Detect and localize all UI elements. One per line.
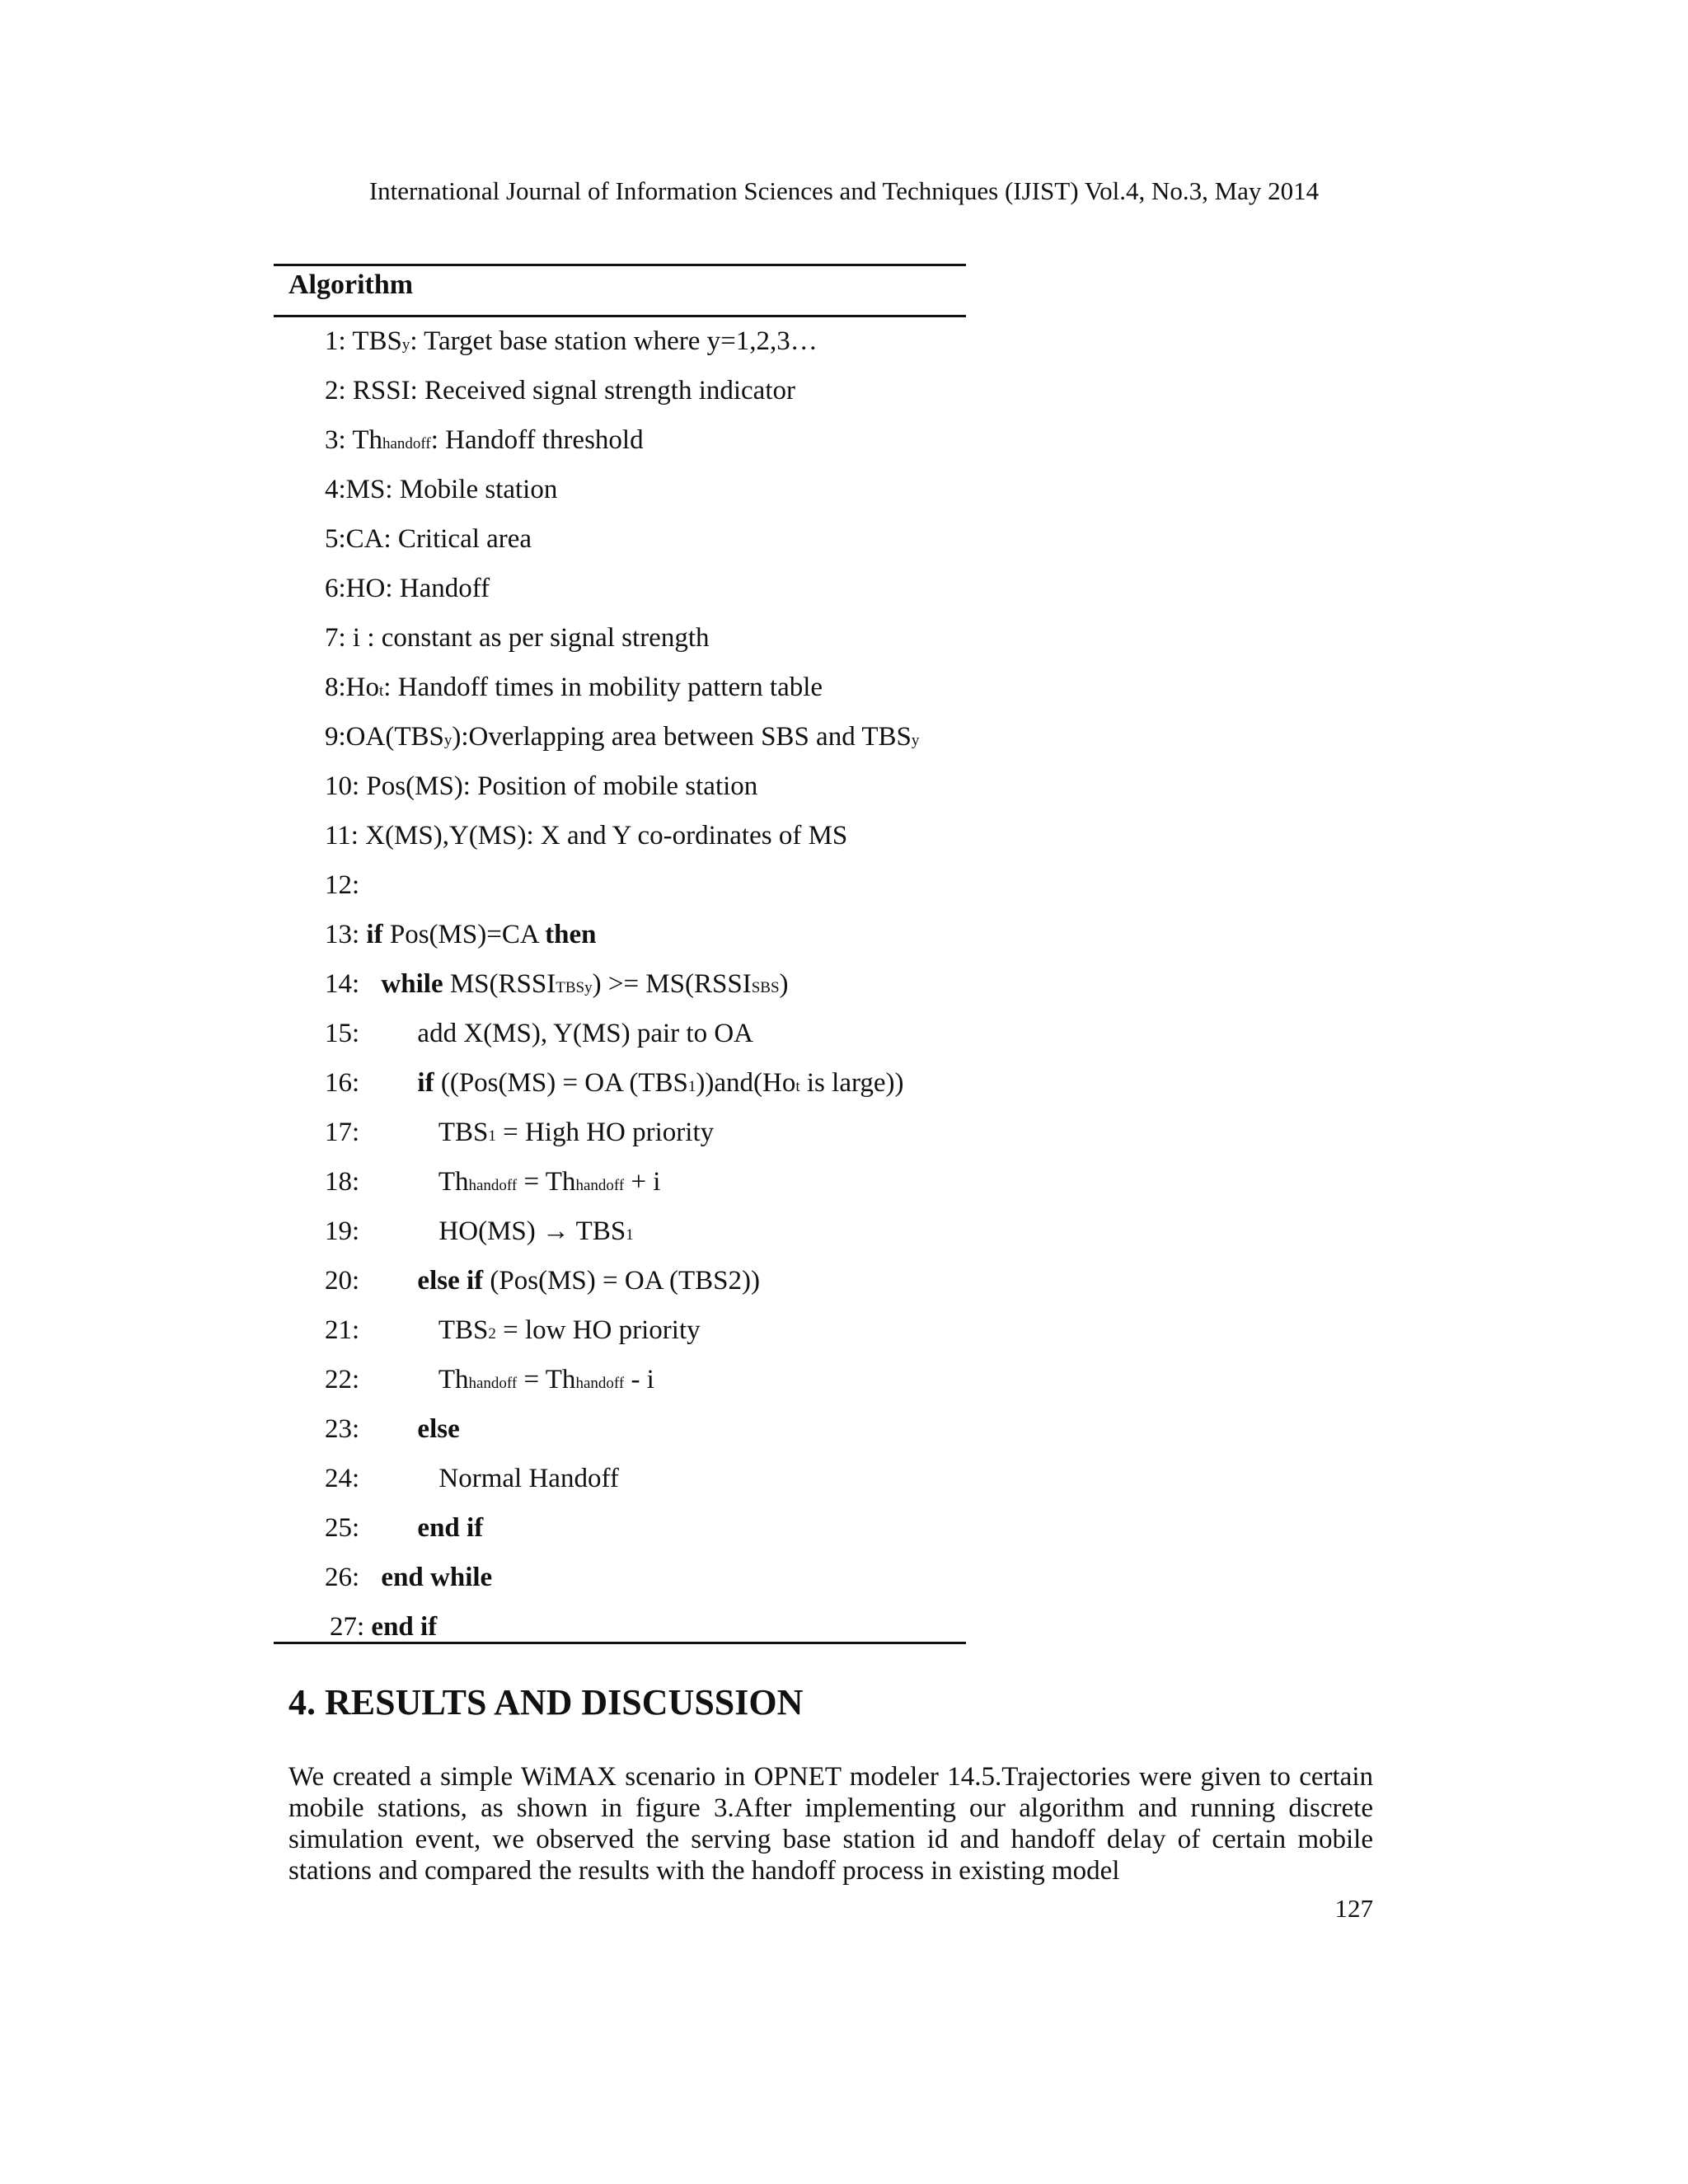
algorithm-line-6 [325, 564, 968, 613]
line-18-sub2: handoff [575, 1177, 625, 1194]
algorithm-line-24 [325, 1454, 968, 1503]
line-16-mid: ((Pos(MS) = OA (TBS [440, 1068, 688, 1098]
algorithm-line-7 [325, 613, 968, 663]
line-23-num: 23: [325, 1414, 360, 1444]
line-3-rest: : Handoff threshold [430, 425, 644, 455]
line-23-keyword-else: else [417, 1414, 460, 1444]
algorithm-line-9 [325, 712, 968, 762]
line-14-sub: TBSy [556, 979, 593, 996]
algorithm-line-1 [325, 316, 968, 366]
line-9-text: 9:OA(TBS [325, 722, 444, 752]
line-17-sub: 1 [488, 1127, 496, 1145]
section-heading: 4. RESULTS AND DISCUSSION [288, 1682, 804, 1722]
line-5-text: 5:CA: Critical area [325, 524, 532, 554]
line-22-end: - i [624, 1365, 654, 1394]
line-19-mid2: TBS [570, 1216, 626, 1246]
line-20-num: 20: [325, 1266, 360, 1296]
line-1-rest: : Target base station where y=1,2,3… [410, 326, 818, 356]
line-18-end: + i [624, 1167, 661, 1197]
algorithm-line-27 [325, 1602, 968, 1652]
algorithm-top-rule [274, 264, 966, 266]
line-16-mid2: ))and(Ho [696, 1068, 796, 1098]
algorithm-line-10 [325, 762, 968, 811]
algorithm-body [325, 316, 968, 1652]
line-3-sub: handoff [382, 435, 431, 452]
line-22-sub: handoff [468, 1375, 518, 1392]
algorithm-line-25 [325, 1503, 968, 1553]
line-13-num: 13: [325, 920, 360, 949]
algorithm-line-20 [325, 1256, 968, 1305]
algorithm-line-2 [325, 366, 968, 415]
line-22-mid: Th [438, 1365, 469, 1394]
algorithm-line-16 [325, 1058, 968, 1108]
algorithm-line-18 [325, 1157, 968, 1207]
algorithm-line-17 [325, 1108, 968, 1157]
algorithm-line-22 [325, 1355, 968, 1404]
algorithm-line-4 [325, 465, 968, 514]
line-16-sub2: t [795, 1078, 800, 1095]
line-18-sub: handoff [468, 1177, 518, 1194]
line-18-num: 18: [325, 1167, 360, 1197]
algorithm-bottom-rule [274, 1642, 966, 1644]
line-13-keyword-if: if [366, 920, 383, 949]
algorithm-line-12 [325, 860, 968, 910]
line-9-mid: ):Overlapping area between SBS and TBS [452, 722, 912, 752]
algorithm-line-5 [325, 514, 968, 564]
line-14-keyword-while: while [381, 969, 443, 999]
line-3-text: 3: Th [325, 425, 382, 455]
line-14-mid2: ) >= MS(RSSI [592, 969, 752, 999]
algorithm-line-13 [325, 910, 968, 959]
page-number: 127 [1334, 1894, 1373, 1923]
line-13-condition: Pos(MS)=CA [389, 920, 538, 949]
line-21-sub: 2 [488, 1325, 496, 1343]
line-13-keyword-then: then [545, 920, 597, 949]
line-20-mid: (Pos(MS) = OA (TBS2)) [490, 1266, 760, 1296]
section-paragraph: We created a simple WiMAX scenario in OPNET modeler 14.5.Trajectories were given to certain mobile stations, as shown in figure 3.After implementing our algorithm and running discrete simulation event, we observed the serving base station id and handoff delay of certain mobile stations and compared the results with the handoff process in existing model [288, 1762, 1373, 1886]
line-15-text: add X(MS), Y(MS) pair to OA [417, 1019, 753, 1048]
line-24-num: 24: [325, 1464, 360, 1493]
line-14-sub2: SBS [751, 979, 780, 996]
line-16-sub: 1 [687, 1078, 696, 1095]
line-26-keyword-end-while: end while [381, 1563, 493, 1592]
line-9-sub2: y [911, 732, 920, 749]
line-14-end: ) [779, 969, 789, 999]
line-14-num: 14: [325, 969, 360, 999]
line-16-keyword-if: if [417, 1068, 434, 1098]
algorithm-title: Algorithm [288, 269, 414, 300]
line-22-num: 22: [325, 1365, 360, 1394]
line-16-end: is large)) [799, 1068, 904, 1098]
line-25-keyword-end-if: end if [417, 1513, 484, 1543]
algorithm-line-8 [325, 663, 968, 712]
line-22-mid2: = Th [517, 1365, 576, 1394]
line-25-num: 25: [325, 1513, 360, 1543]
line-19-mid: HO(MS) [438, 1216, 543, 1246]
line-17-num: 17: [325, 1118, 360, 1147]
line-19-num: 19: [325, 1216, 360, 1246]
algorithm-line-3 [325, 415, 968, 465]
line-17-end: = High HO priority [495, 1118, 715, 1147]
line-18-mid: Th [438, 1167, 469, 1197]
line-8-rest: : Handoff times in mobility pattern table [383, 673, 823, 702]
line-24-text: Normal Handoff [438, 1464, 619, 1493]
line-9-sub: y [443, 732, 452, 749]
algorithm-line-14 [325, 959, 968, 1009]
line-16-num: 16: [325, 1068, 360, 1098]
line-6-text: 6:HO: Handoff [325, 574, 490, 603]
line-8-text: 8:Ho [325, 673, 379, 702]
algorithm-line-15 [325, 1009, 968, 1058]
algorithm-line-26 [325, 1553, 968, 1602]
line-12-text: 12: [325, 870, 360, 900]
line-2-text: 2: RSSI: Received signal strength indicator [325, 376, 795, 405]
line-4-text: 4:MS: Mobile station [325, 475, 558, 504]
line-21-num: 21: [325, 1315, 360, 1345]
line-21-end: = low HO priority [495, 1315, 701, 1345]
algorithm-line-11 [325, 811, 968, 860]
algorithm-line-21 [325, 1305, 968, 1355]
line-10-text: 10: Pos(MS): Position of mobile station [325, 771, 758, 801]
line-20-keyword-else-if: else if [417, 1266, 484, 1296]
line-27-keyword-end-if: end if [371, 1612, 438, 1642]
line-27-num: 27: [330, 1612, 365, 1642]
line-18-mid2: = Th [517, 1167, 576, 1197]
line-8-sub: t [379, 682, 384, 700]
line-22-sub2: handoff [575, 1375, 625, 1392]
line-15-num: 15: [325, 1019, 360, 1048]
line-1-text: 1: TBS [325, 326, 402, 356]
line-17-mid: TBS [438, 1118, 489, 1147]
line-1-sub: y [401, 336, 410, 354]
line-14-mid: MS(RSSI [449, 969, 556, 999]
line-7-text: 7: i : constant as per signal strength [325, 623, 710, 653]
line-11-text: 11: X(MS),Y(MS): X and Y co-ordinates of MS [325, 821, 848, 851]
line-26-num: 26: [325, 1563, 360, 1592]
line-21-mid: TBS [438, 1315, 489, 1345]
line-19-sub: 1 [626, 1226, 634, 1244]
algorithm-line-19 [325, 1207, 968, 1256]
right-arrow-icon: → [542, 1216, 570, 1246]
algorithm-line-23 [325, 1404, 968, 1454]
running-header: International Journal of Information Sciences and Techniques (IJIST) Vol.4, No.3, May 2014 [368, 176, 1320, 205]
